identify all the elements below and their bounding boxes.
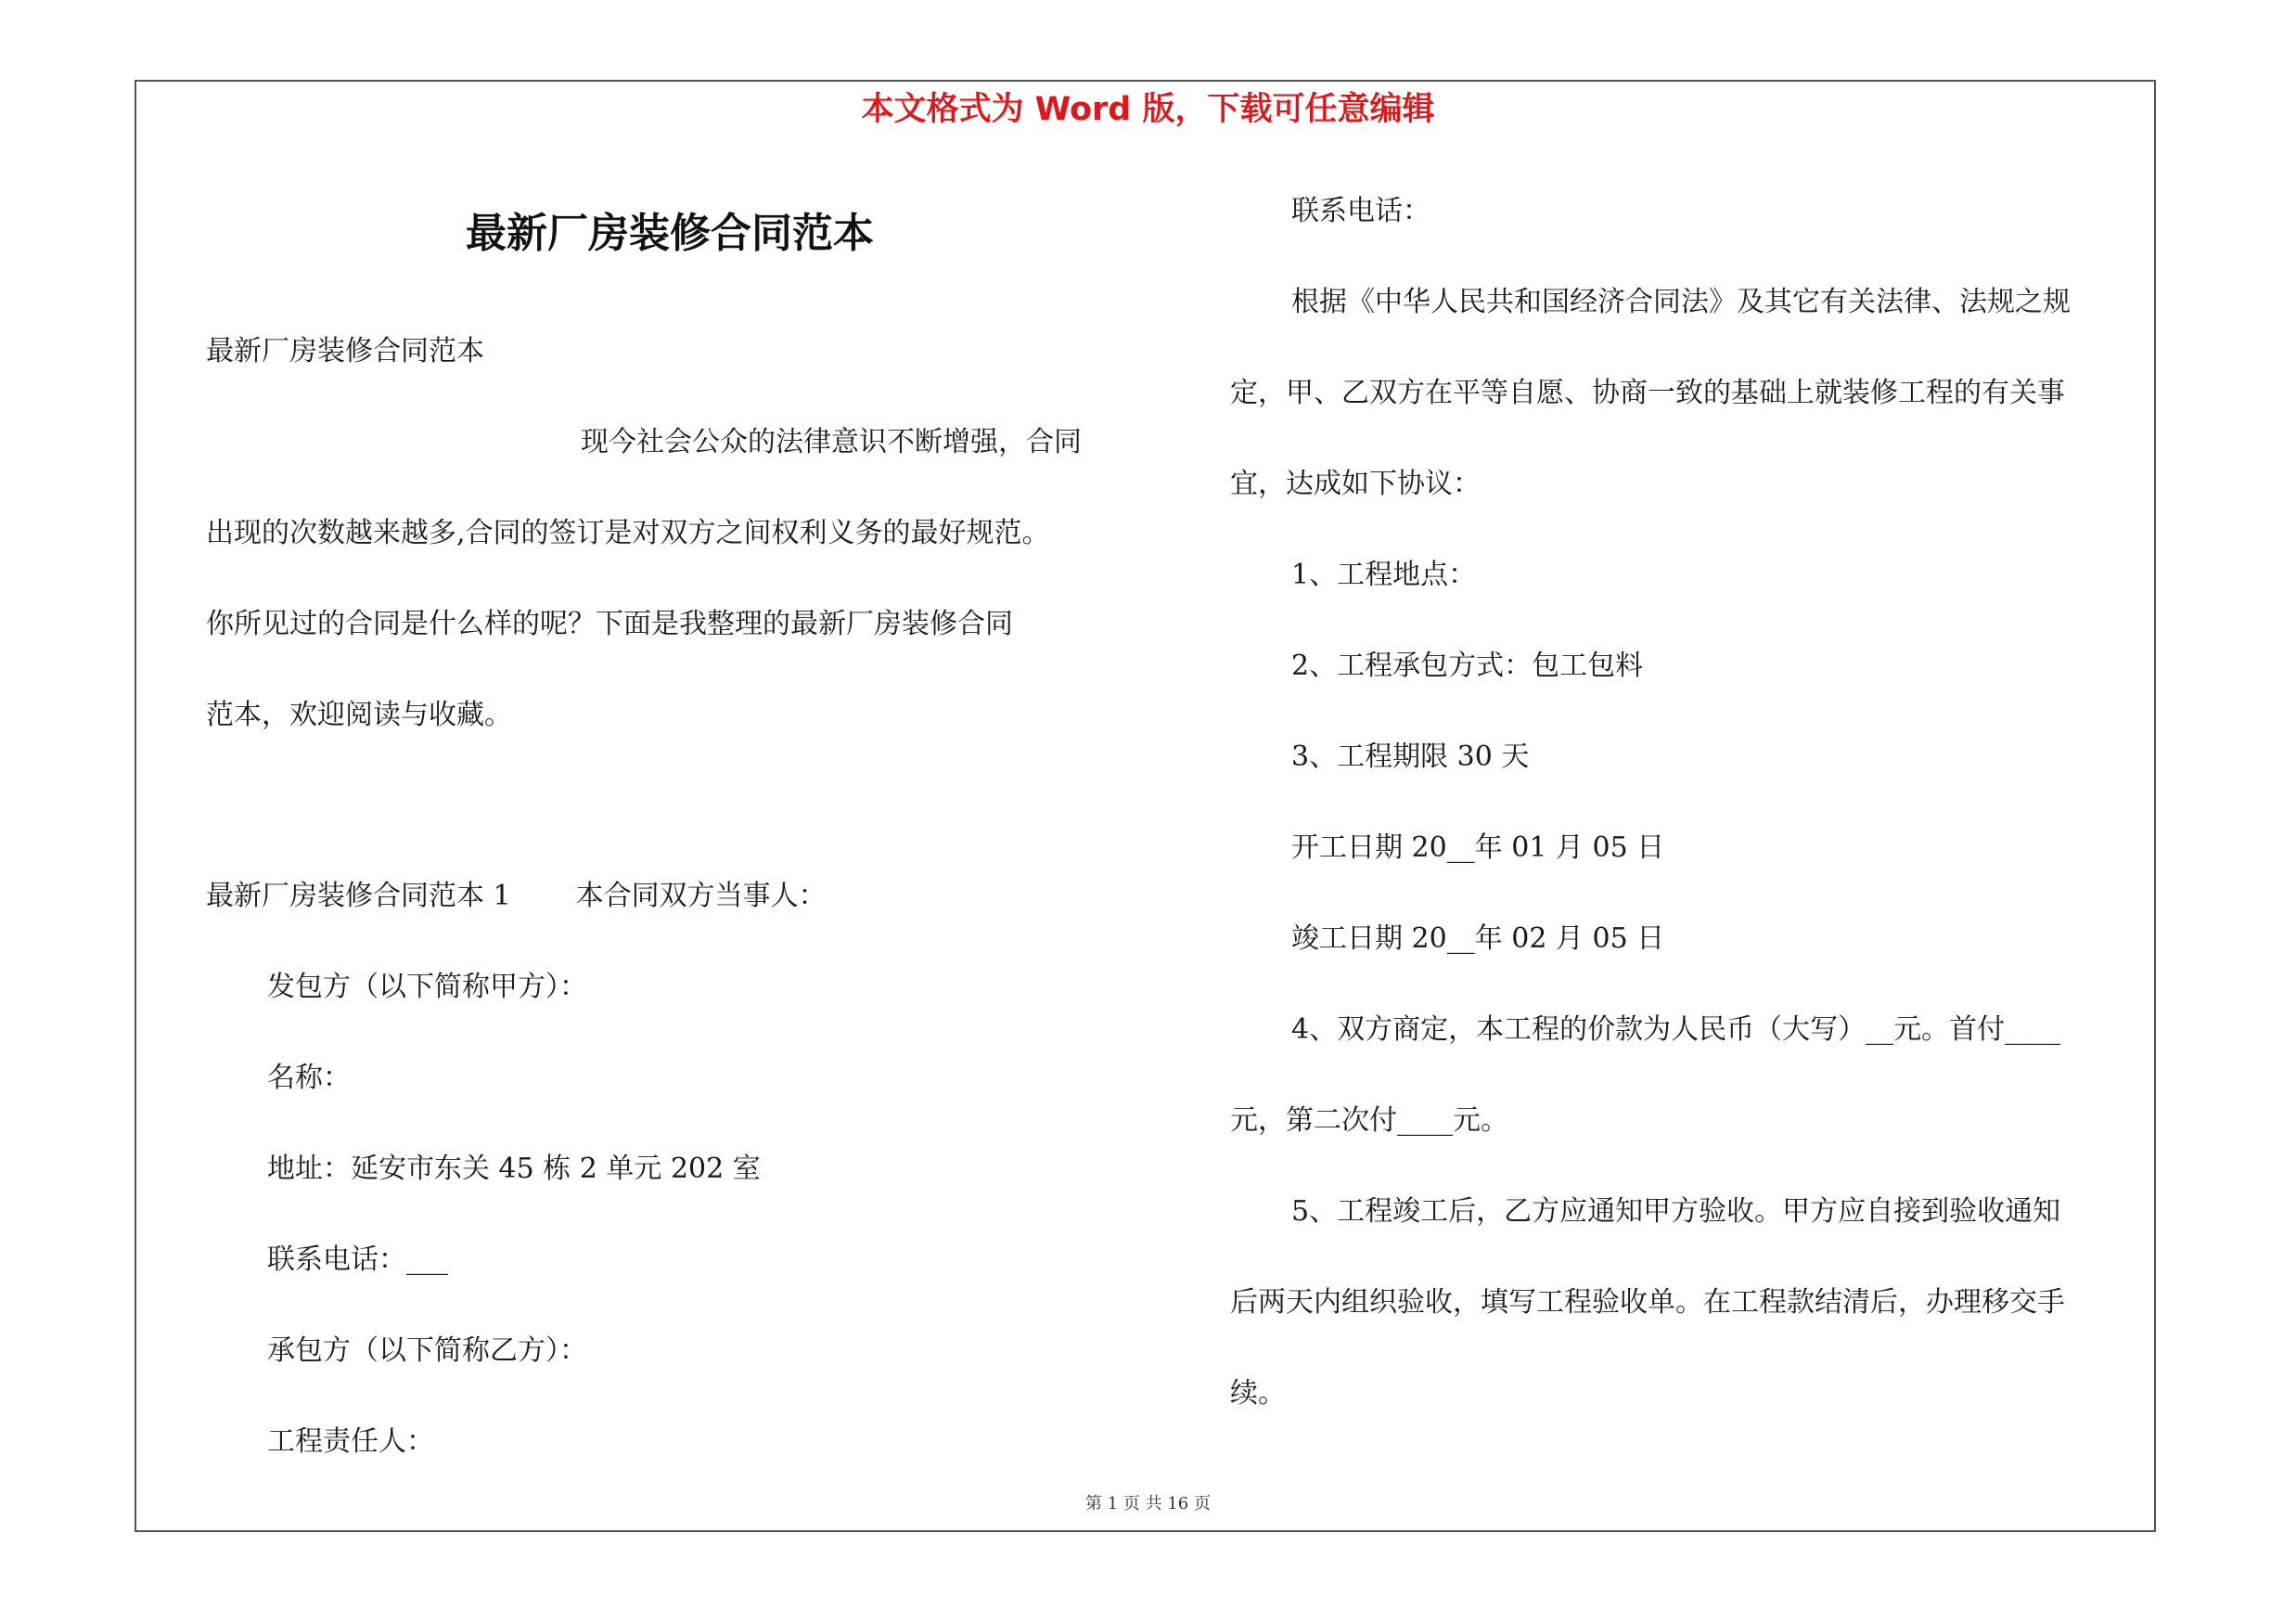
- intro-line-4: 范本，欢迎阅读与收藏。: [206, 699, 512, 731]
- party-line-5: 承包方（以下简称乙方）：: [267, 1334, 587, 1367]
- left-subtitle: 最新厂房装修合同范本: [206, 335, 484, 367]
- right-line-8: 开工日期 20__年 01 月 05 日: [1291, 831, 1665, 864]
- right-line-4: 宜，达成如下协议：: [1230, 468, 1481, 500]
- format-banner: 本文格式为 Word 版，下载可任意编辑: [861, 91, 1435, 128]
- right-line-14: 续。: [1230, 1377, 1286, 1410]
- section-heading-title: 最新厂房装修合同范本 1: [206, 880, 511, 912]
- right-line-7: 3、工程期限 30 天: [1291, 741, 1530, 773]
- party-line-4: 联系电话：___: [267, 1243, 448, 1276]
- intro-line-3: 你所见过的合同是什么样的呢？下面是我整理的最新厂房装修合同: [206, 608, 1013, 640]
- right-line-2: 根据《中华人民共和国经济合同法》及其它有关法律、法规之规: [1291, 286, 2071, 318]
- document-title: 最新厂房装修合同范本: [466, 210, 874, 257]
- party-line-6: 工程责任人：: [267, 1425, 434, 1458]
- right-line-3: 定，甲、乙双方在平等自愿、协商一致的基础上就装修工程的有关事: [1230, 377, 2065, 409]
- right-line-13: 后两天内组织验收，填写工程验收单。在工程款结清后，办理移交手: [1230, 1286, 2065, 1319]
- right-line-9: 竣工日期 20__年 02 月 05 日: [1291, 922, 1665, 955]
- right-line-12: 5、工程竣工后，乙方应通知甲方验收。甲方应自接到验收通知: [1291, 1195, 2061, 1228]
- page-number-footer: 第 1 页 共 16 页: [1085, 1494, 1211, 1514]
- right-line-5: 1、工程地点：: [1291, 559, 1477, 591]
- right-line-11: 元，第二次付____元。: [1230, 1104, 1508, 1137]
- right-line-10: 4、双方商定，本工程的价款为人民币（大写）__元。首付____: [1291, 1013, 2061, 1046]
- party-line-2: 名称：: [267, 1062, 351, 1094]
- section-heading-tail: 本合同双方当事人：: [575, 880, 827, 912]
- right-line-1: 联系电话：: [1291, 195, 1430, 227]
- section-heading: [206, 876, 827, 917]
- party-line-1: 发包方（以下简称甲方）：: [267, 971, 587, 1003]
- right-line-6: 2、工程承包方式：包工包料: [1291, 650, 1644, 682]
- intro-line-1: 现今社会公众的法律意识不断增强，合同: [581, 426, 1082, 458]
- intro-line-2: 出现的次数越来越多,合同的签订是对双方之间权利义务的最好规范。: [206, 517, 1050, 549]
- party-line-3: 地址：延安市东关 45 栋 2 单元 202 室: [267, 1153, 761, 1185]
